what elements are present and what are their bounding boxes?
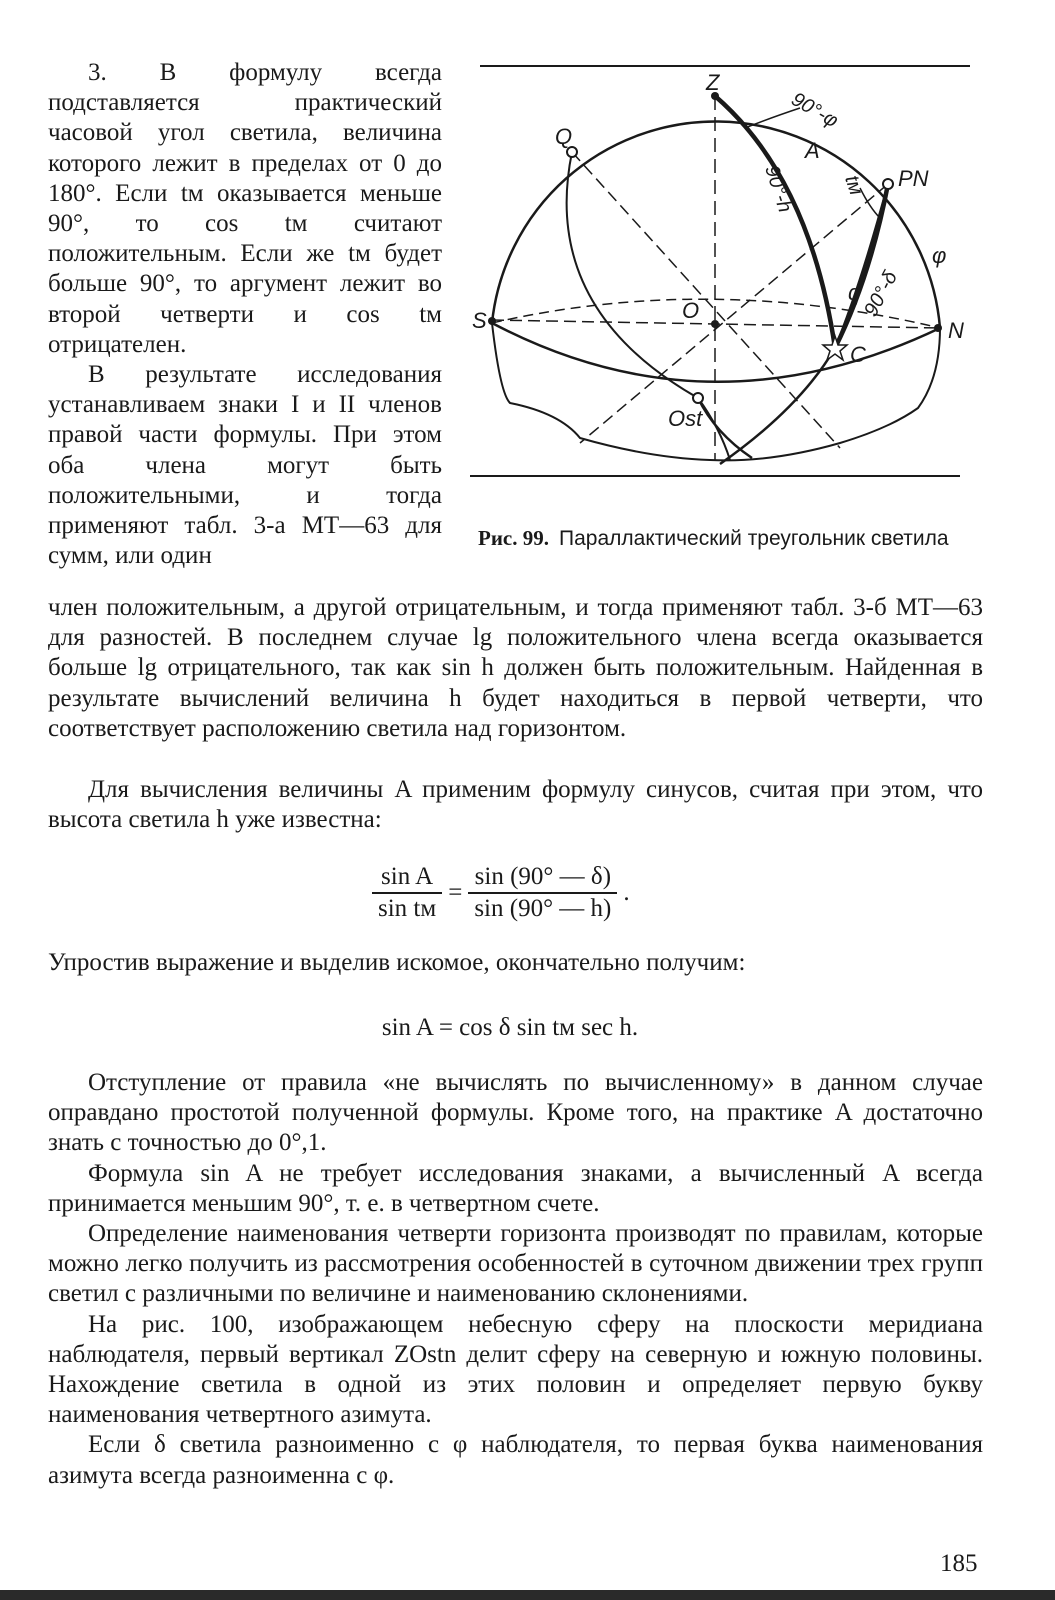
- equation-sin-a: sin A = cos δ sin tм sec h.: [381, 1014, 639, 1041]
- celestial-sphere-diagram: [470, 48, 990, 528]
- label-zenith: Z: [706, 70, 720, 95]
- label-latitude: φ: [932, 243, 947, 268]
- fraction-right: [468, 862, 617, 924]
- paragraph-4: Упростив выражение и выделив искомое, окончательно получим:: [48, 949, 746, 976]
- paragraph-2-start: В результате исследования устанавливаем знаки I и II членов правой части формулы. При этом оба члена могут быть положительными, и тогда применяют табл. 3-а МТ—63 для сумм, или один: [48, 361, 442, 570]
- label-polar-distance: 90°-δ: [859, 267, 902, 321]
- paragraph-6: Формула sin A не требует исследования знаками, а вычисленный A всегда принимается меньшим 90°, т. е. в четвертном счете.: [48, 1159, 983, 1217]
- label-q-point: Q: [555, 124, 573, 149]
- label-pole: PN: [898, 166, 929, 191]
- paragraph-3-block: [48, 775, 983, 835]
- caption-text: Параллактический треугольник светила: [559, 527, 949, 550]
- paragraph-1: 3. В формулу всегда подставляется практический часовой угол светила, величина которого лежит в пределах от 0 до 180°. Если tм оказывается меньше 90°, то cos tм считают положительным. Если же tм будет больше 90°, то аргумент лежит во второй четверти и cos tм отрицателен.: [48, 59, 442, 358]
- equation-end: .: [623, 879, 630, 906]
- caption-number: Рис. 99.: [478, 526, 549, 550]
- page-number: 185: [940, 1550, 978, 1577]
- paragraph-8: На рис. 100, изображающем небесную сферу на плоскости меридиана наблюдателя, первый вертикал ZOstn делит сферу на северную и южную половины. Нахождение светила в одной из этих половин и определяет первую букву наименования четвертного азимута.: [48, 1310, 983, 1429]
- label-center: O: [682, 298, 700, 323]
- fraction-left: [372, 862, 442, 924]
- label-hour-angle: tм: [840, 172, 868, 198]
- label-colatitude: 90°-φ: [787, 88, 842, 133]
- label-north: N: [948, 318, 964, 343]
- paragraphs-lower: [48, 1068, 983, 1491]
- equals-sign: =: [448, 879, 463, 906]
- paragraph-2-cont: член положительным, а другой отрицательным, и тогда применяют табл. 3-б МТ—63 для разностей. В последнем случае lg положительного члена всегда оказывается больше lg отрицательного, так как sin h должен быть положительным. Найденная в результате вычислений величина h будет находиться в первой четверти, что соответствует расположению светила над горизонтом.: [48, 594, 983, 742]
- equation-sine-rule: [372, 862, 636, 924]
- label-south: S: [472, 308, 487, 333]
- paragraph-3: Для вычисления величины A применим формулу синусов, считая при этом, что высота светила h уже известна:: [48, 776, 983, 834]
- paragraph-7: Определение наименования четверти горизонта производят по правилам, которые можно легко получить из рассмотрения особенностей в суточном движении трех групп светил с различными по величине и наименованию склонениями.: [48, 1220, 983, 1308]
- rhs-denominator: sin (90° — h): [474, 895, 612, 922]
- lhs-denominator: sin tм: [378, 895, 437, 922]
- paragraph-4-block: [48, 948, 983, 978]
- label-parallactic: q: [848, 280, 861, 305]
- label-star: C: [850, 342, 866, 367]
- rhs-numerator: sin (90° — δ): [468, 862, 617, 894]
- label-zenith-distance: 90°-h: [760, 162, 797, 216]
- paragraph-9: Если δ светила разноименно с φ наблюдателя, то первая буква наименования азимута всегда разноименна с φ.: [48, 1431, 983, 1489]
- figure-caption: [478, 525, 978, 552]
- paragraph-5: Отступление от правила «не вычислять по вычисленному» в данном случае оправдано простотой полученной формулы. Кроме того, на практике A достаточно знать с точностью до 0°,1.: [48, 1069, 983, 1157]
- left-column: [48, 58, 442, 571]
- lhs-numerator: sin A: [372, 862, 442, 894]
- label-west: Ost: [668, 406, 703, 431]
- scan-edge: [0, 1590, 1055, 1600]
- figure-99: [470, 48, 990, 588]
- paragraph-2-continuation: [48, 593, 983, 744]
- label-azimuth: A: [805, 138, 820, 163]
